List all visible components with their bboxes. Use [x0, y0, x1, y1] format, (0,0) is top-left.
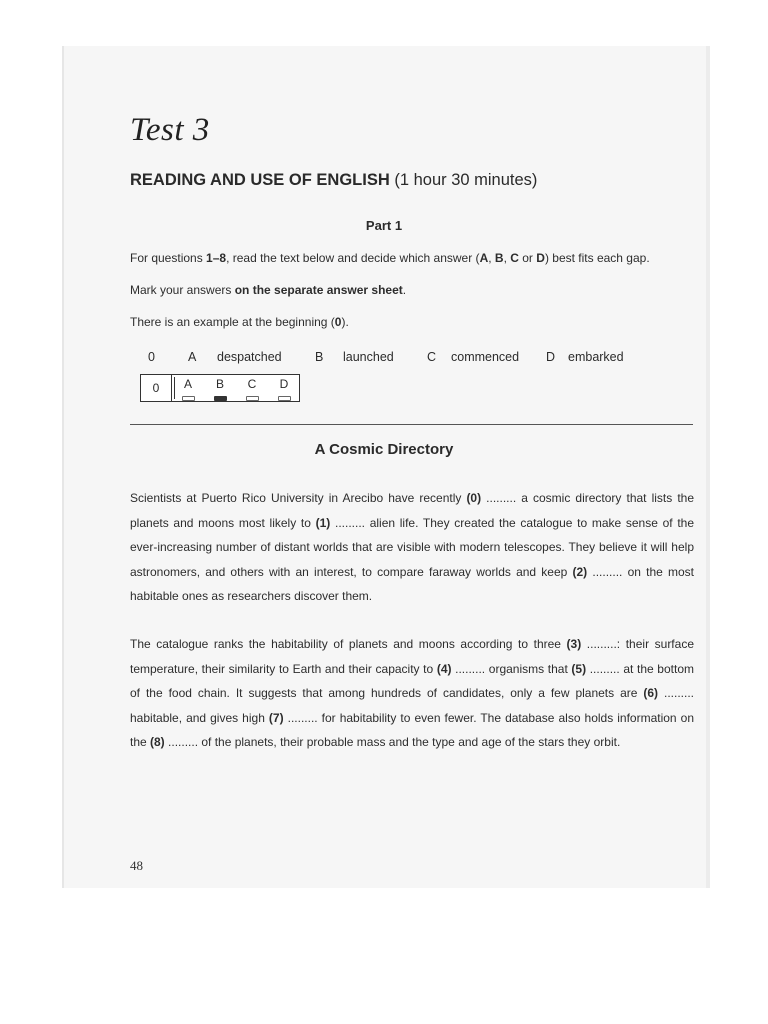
instruction-text: or: [518, 251, 537, 265]
example-option-text: launched: [343, 350, 394, 364]
instruction-emphasis: on the separate answer sheet: [234, 283, 403, 297]
gap-number: (6): [643, 686, 659, 701]
passage-text: ......... of the planets, their probable mass and the type and age of the stars they orbit.: [164, 735, 621, 750]
instruction-text: ) best fits each gap.: [544, 251, 650, 265]
example-option-letter: C: [427, 350, 437, 364]
instruction-text: ,: [503, 251, 511, 265]
example-number: 0: [148, 350, 155, 364]
gap-number: (2): [572, 564, 588, 579]
instruction-line-1: [130, 251, 650, 265]
gap-number: (5): [571, 661, 587, 676]
gap-number: (0): [466, 491, 482, 505]
instruction-text: .: [402, 283, 407, 297]
instruction-emphasis: 1–8: [206, 251, 227, 265]
instruction-emphasis: A: [479, 251, 489, 265]
answer-bubble-a[interactable]: [182, 396, 195, 401]
passage-text: .........: their surface temperature, their similarity to Earth and their capacity to: [130, 637, 694, 676]
instruction-text: ,: [488, 251, 495, 265]
answer-box-letter: D: [279, 377, 289, 391]
gap-number: (8): [150, 735, 165, 750]
answer-bubble-b[interactable]: [214, 396, 227, 401]
page-number: 48: [130, 858, 143, 873]
passage-text: ......... alien life. They created the catalogue to make sense of the ever-increasing number of distant worlds that are visible with modern telescopes. They believe it will help astronomers, and others with an interest, to compare faraway worlds and keep: [130, 515, 694, 579]
section-name: READING AND USE OF ENGLISH: [130, 171, 390, 189]
gap-number: (7): [268, 710, 284, 725]
instruction-text: Mark your answers: [130, 283, 235, 297]
answer-box-letter: C: [247, 377, 257, 391]
passage-text: ......... a cosmic directory that lists the planets and moons most likely to: [130, 491, 694, 530]
instruction-emphasis: D: [536, 251, 545, 265]
answer-box-letter: B: [215, 377, 224, 391]
example-option-letter: B: [315, 350, 324, 364]
instruction-line-3: [130, 315, 349, 329]
part-title: Part 1: [365, 218, 403, 233]
instruction-text: There is an example at the beginning (: [130, 315, 335, 329]
answer-bubble-c[interactable]: [246, 396, 259, 401]
answer-box-letter: A: [183, 377, 192, 391]
instruction-emphasis: 0: [334, 315, 342, 329]
instruction-text: ).: [341, 315, 349, 329]
answer-bubble-d[interactable]: [278, 396, 291, 401]
passage-text: ......... at the bottom of the food chain. It suggests that among hundreds of candidates, only a few planets are: [130, 661, 694, 701]
instruction-text: For questions: [130, 251, 207, 265]
passage-text: The catalogue ranks the habitability of planets and moons according to three: [130, 637, 567, 651]
gap-number: (3): [566, 637, 582, 651]
test-title: Test 3: [130, 112, 210, 148]
passage-text: ......... for habitability to even fewer. The database also holds information on the: [130, 710, 694, 750]
instruction-emphasis: B: [494, 251, 504, 265]
passage-title: A Cosmic Directory: [314, 441, 454, 458]
section-divider: [130, 424, 693, 425]
passage-text: ......... on the most habitable ones as researchers discover them.: [130, 564, 694, 604]
page-edge-right: [706, 46, 710, 888]
gap-number: (1): [315, 515, 331, 530]
answer-box-number: 0: [141, 375, 172, 401]
passage-text: ......... habitable, and gives high: [130, 686, 694, 725]
example-option-text: embarked: [568, 350, 624, 364]
example-option-letter: D: [546, 350, 556, 364]
gap-number: (4): [436, 661, 452, 676]
example-answer-box: [140, 374, 300, 402]
example-option-text: commenced: [451, 350, 520, 364]
instruction-emphasis: C: [510, 251, 519, 265]
passage-text: Scientists at Puerto Rico University in Arecibo have recently: [130, 491, 467, 505]
section-heading: [130, 171, 537, 190]
section-duration: (1 hour 30 minutes): [394, 171, 538, 189]
passage-paragraph-1: [130, 486, 694, 609]
example-option-text: despatched: [217, 350, 282, 364]
instruction-line-2: [130, 283, 406, 297]
instruction-text: , read the text below and decide which answer (: [226, 251, 480, 265]
passage-text: ......... organisms that: [451, 661, 572, 676]
example-option-letter: A: [188, 350, 197, 364]
answer-box-divider: [174, 377, 175, 399]
passage-paragraph-2: [130, 632, 694, 755]
